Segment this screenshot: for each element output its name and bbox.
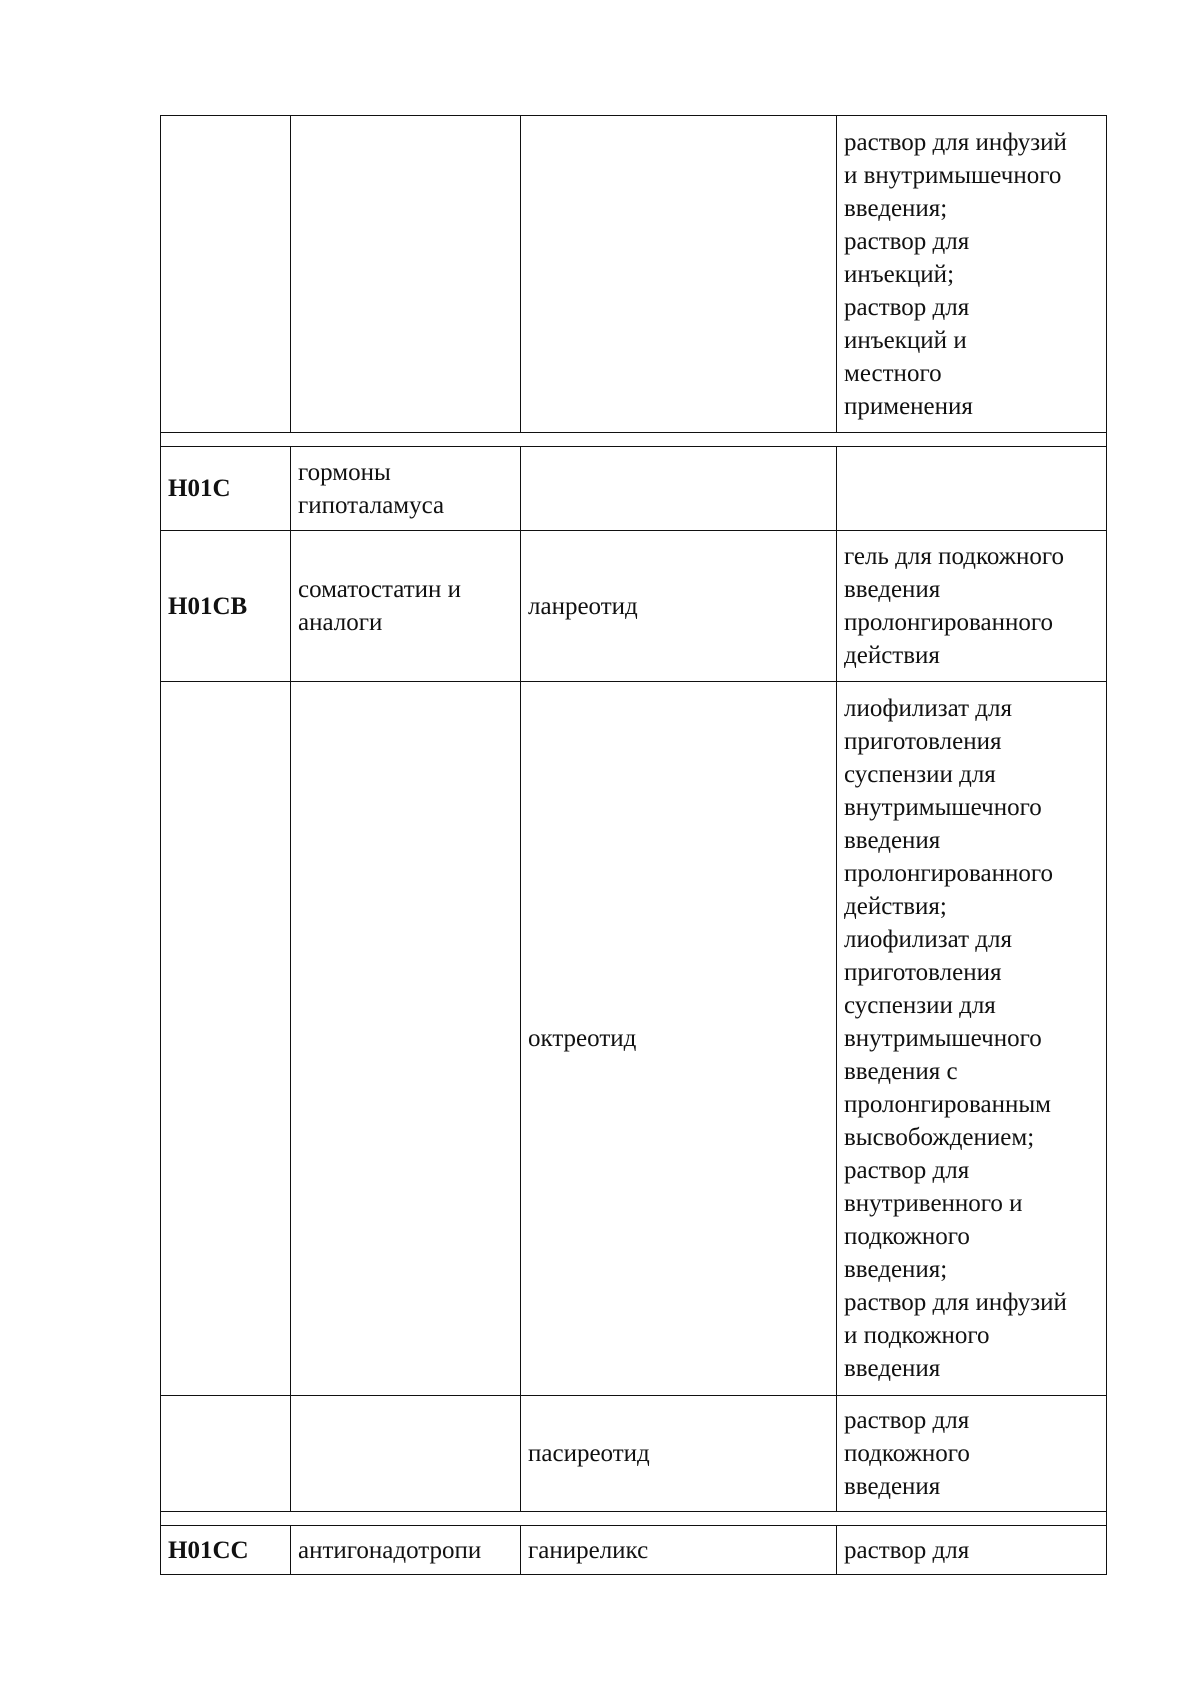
- dosage-form-line: инъекций и: [844, 326, 967, 354]
- spacer-cell: [161, 1512, 1107, 1526]
- table-row: [161, 531, 1107, 682]
- group-line: гормоны: [298, 458, 391, 486]
- spacer-cell: [161, 433, 1107, 447]
- drug-name-cell: [521, 116, 837, 433]
- group-line: антигонадотропи: [298, 1536, 482, 1564]
- group-cell: [291, 447, 521, 531]
- dosage-form-line: раствор для: [844, 1407, 970, 1434]
- dosage-form-line: внутривенного и: [844, 1190, 1023, 1217]
- dosage-form-line: раствор для: [844, 227, 970, 255]
- group-line: соматостатин и: [298, 576, 462, 603]
- drug-name-cell: октреотид: [521, 682, 837, 1396]
- table-spacer-row: [161, 433, 1107, 447]
- medication-table: [160, 115, 1107, 1575]
- dosage-form-line: подкожного: [844, 1223, 970, 1250]
- dosage-form-line: и подкожного: [844, 1322, 990, 1349]
- dosage-form-line: суспензии для: [844, 992, 996, 1019]
- dosage-form-line: раствор для инфузий: [844, 128, 1067, 156]
- dosage-form-line: подкожного: [844, 1440, 970, 1467]
- dosage-form-cell: [837, 447, 1107, 531]
- group-cell: [291, 116, 521, 433]
- dosage-form-line: местного: [844, 359, 942, 387]
- dosage-form-line: внутримышечного: [844, 1025, 1042, 1052]
- atc-code-cell: [161, 682, 291, 1396]
- dosage-form-line: приготовления: [844, 728, 1002, 755]
- dosage-form-line: введения: [844, 576, 941, 603]
- dosage-form-line: инъекций;: [844, 260, 955, 288]
- dosage-form-line: внутримышечного: [844, 794, 1042, 821]
- dosage-form-cell: [837, 531, 1107, 682]
- table-row: [161, 447, 1107, 531]
- table-row: [161, 1526, 1107, 1575]
- table-spacer-row: [161, 1512, 1107, 1526]
- table-row: [161, 1396, 1107, 1512]
- atc-code-cell: [161, 1396, 291, 1512]
- group-cell: [291, 531, 521, 682]
- dosage-form-line: введения;: [844, 1256, 948, 1283]
- dosage-form-line: и внутримышечного: [844, 161, 1062, 189]
- dosage-form-line: действия;: [844, 893, 947, 920]
- drug-name-cell: [521, 447, 837, 531]
- table-row: [161, 682, 1107, 1396]
- drug-name-cell: пасиреотид: [521, 1396, 837, 1512]
- dosage-form-line: лиофилизат для: [844, 926, 1012, 953]
- dosage-form-line: раствор для: [844, 1157, 970, 1184]
- dosage-form-cell: [837, 1396, 1107, 1512]
- group-cell: [291, 682, 521, 1396]
- dosage-form-line: введения: [844, 1473, 941, 1500]
- dosage-form-line: введения: [844, 1355, 941, 1382]
- dosage-form-line: приготовления: [844, 959, 1002, 986]
- group-line: гипоталамуса: [298, 491, 445, 519]
- atc-code-cell: H01CC: [161, 1526, 291, 1575]
- dosage-form-line: введения;: [844, 194, 948, 222]
- group-cell: [291, 1526, 521, 1575]
- dosage-form-cell: [837, 116, 1107, 433]
- dosage-form-line: пролонгированным: [844, 1091, 1051, 1118]
- dosage-form-line: применения: [844, 392, 973, 420]
- dosage-form-line: пролонгированного: [844, 609, 1053, 636]
- dosage-form-line: раствор для: [844, 293, 970, 321]
- group-cell: [291, 1396, 521, 1512]
- dosage-form-line: раствор для инфузий: [844, 1289, 1067, 1316]
- dosage-form-line: высвобождением;: [844, 1124, 1035, 1151]
- dosage-form-line: раствор для: [844, 1536, 970, 1564]
- atc-code-cell: H01C: [161, 447, 291, 531]
- dosage-form-line: введения: [844, 827, 941, 854]
- dosage-form-line: введения с: [844, 1058, 958, 1085]
- group-line: аналоги: [298, 609, 383, 636]
- drug-name-cell: ганиреликс: [521, 1526, 837, 1575]
- dosage-form-line: гель для подкожного: [844, 543, 1065, 570]
- drug-name-cell: ланреотид: [521, 531, 837, 682]
- dosage-form-line: лиофилизат для: [844, 695, 1012, 722]
- atc-code-cell: [161, 116, 291, 433]
- dosage-form-line: действия: [844, 642, 940, 669]
- atc-code-cell: H01CB: [161, 531, 291, 682]
- dosage-form-cell: [837, 1526, 1107, 1575]
- dosage-form-cell: [837, 682, 1107, 1396]
- dosage-form-line: суспензии для: [844, 761, 996, 788]
- dosage-form-line: пролонгированного: [844, 860, 1053, 887]
- table-row: [161, 116, 1107, 433]
